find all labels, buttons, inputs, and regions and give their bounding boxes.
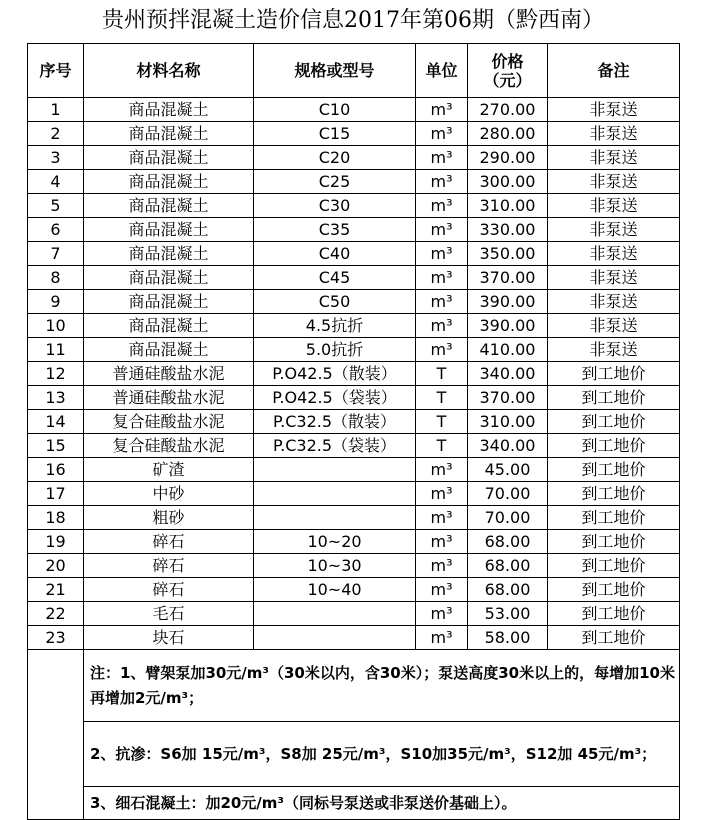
header-seq: 序号 <box>28 44 84 98</box>
table-header-row <box>28 44 680 98</box>
cell-seq: 14 <box>28 410 84 434</box>
cell-unit: T <box>416 362 468 386</box>
table-row <box>28 458 680 482</box>
cell-price: 53.00 <box>468 602 548 626</box>
note-row <box>28 650 680 722</box>
cell-spec <box>254 506 416 530</box>
cell-material-name: 碎石 <box>84 530 254 554</box>
cell-seq: 13 <box>28 386 84 410</box>
cell-price: 270.00 <box>468 98 548 122</box>
cell-seq: 8 <box>28 266 84 290</box>
cell-unit: m³ <box>416 554 468 578</box>
cell-price: 350.00 <box>468 242 548 266</box>
table-row <box>28 290 680 314</box>
cell-remark: 到工地价 <box>548 530 680 554</box>
cell-spec <box>254 626 416 650</box>
cell-material-name: 毛石 <box>84 602 254 626</box>
cell-spec: P.O42.5（散装） <box>254 362 416 386</box>
cell-seq: 20 <box>28 554 84 578</box>
cell-material-name: 商品混凝土 <box>84 146 254 170</box>
cell-material-name: 商品混凝土 <box>84 122 254 146</box>
cell-remark: 到工地价 <box>548 434 680 458</box>
cell-unit: m³ <box>416 482 468 506</box>
cell-unit: m³ <box>416 98 468 122</box>
cell-spec: C15 <box>254 122 416 146</box>
cell-spec: C30 <box>254 194 416 218</box>
cell-remark: 非泵送 <box>548 146 680 170</box>
note-3: 3、细石混凝土：加20元/m³（同标号泵送或非泵送价基础上）。 <box>84 787 680 820</box>
table-row <box>28 266 680 290</box>
table-row <box>28 554 680 578</box>
cell-price: 280.00 <box>468 122 548 146</box>
table-row <box>28 410 680 434</box>
cell-spec <box>254 602 416 626</box>
cell-remark: 到工地价 <box>548 554 680 578</box>
cell-unit: m³ <box>416 266 468 290</box>
note-2: 2、抗渗：S6加 15元/m³，S8加 25元/m³，S10加35元/m³，S12加 45元/m³； <box>84 722 680 787</box>
cell-unit: T <box>416 434 468 458</box>
cell-remark: 非泵送 <box>548 122 680 146</box>
cell-material-name: 商品混凝土 <box>84 266 254 290</box>
cell-unit: m³ <box>416 194 468 218</box>
note-1: 注：1、臂架泵加30元/m³（30米以内，含30米）；泵送高度30米以上的，每增加10米再增加2元/m³； <box>84 650 680 722</box>
cell-price: 68.00 <box>468 530 548 554</box>
cell-remark: 非泵送 <box>548 290 680 314</box>
table-row <box>28 194 680 218</box>
cell-price: 68.00 <box>468 578 548 602</box>
cell-material-name: 商品混凝土 <box>84 170 254 194</box>
cell-price: 290.00 <box>468 146 548 170</box>
table-row <box>28 338 680 362</box>
header-name: 材料名称 <box>84 44 254 98</box>
cell-spec: P.C32.5（袋装） <box>254 434 416 458</box>
cell-unit: m³ <box>416 218 468 242</box>
cell-material-name: 商品混凝土 <box>84 98 254 122</box>
cell-spec: C40 <box>254 242 416 266</box>
cell-spec: 4.5抗折 <box>254 314 416 338</box>
cell-price: 370.00 <box>468 386 548 410</box>
cell-material-name: 商品混凝土 <box>84 314 254 338</box>
table-row <box>28 218 680 242</box>
cell-remark: 到工地价 <box>548 482 680 506</box>
cell-material-name: 商品混凝土 <box>84 194 254 218</box>
cell-seq: 9 <box>28 290 84 314</box>
cell-price: 68.00 <box>468 554 548 578</box>
cell-unit: m³ <box>416 122 468 146</box>
cell-material-name: 复合硅酸盐水泥 <box>84 434 254 458</box>
cell-spec: C50 <box>254 290 416 314</box>
cell-remark: 到工地价 <box>548 458 680 482</box>
cell-unit: m³ <box>416 242 468 266</box>
cell-unit: T <box>416 386 468 410</box>
cell-remark: 非泵送 <box>548 170 680 194</box>
table-row <box>28 242 680 266</box>
cell-material-name: 中砂 <box>84 482 254 506</box>
cell-material-name: 碎石 <box>84 578 254 602</box>
header-price <box>468 44 548 98</box>
cell-remark: 到工地价 <box>548 626 680 650</box>
cell-seq: 5 <box>28 194 84 218</box>
cell-seq: 4 <box>28 170 84 194</box>
cell-price: 70.00 <box>468 506 548 530</box>
cell-seq: 3 <box>28 146 84 170</box>
header-price-line2: （元） <box>483 70 532 90</box>
cell-price: 390.00 <box>468 290 548 314</box>
cell-material-name: 普通硅酸盐水泥 <box>84 362 254 386</box>
cell-seq: 12 <box>28 362 84 386</box>
header-unit: 单位 <box>416 44 468 98</box>
table-row <box>28 314 680 338</box>
page-title: 贵州预拌混凝土造价信息2017年第06期（黔西南） <box>102 8 604 33</box>
cell-price: 300.00 <box>468 170 548 194</box>
cell-unit: m³ <box>416 458 468 482</box>
cell-spec: C20 <box>254 146 416 170</box>
cell-price: 58.00 <box>468 626 548 650</box>
cell-remark: 非泵送 <box>548 218 680 242</box>
cell-seq: 1 <box>28 98 84 122</box>
table-row <box>28 386 680 410</box>
cell-material-name: 商品混凝土 <box>84 218 254 242</box>
cell-spec: C35 <box>254 218 416 242</box>
cell-remark: 非泵送 <box>548 242 680 266</box>
cell-unit: m³ <box>416 578 468 602</box>
cell-seq: 18 <box>28 506 84 530</box>
cell-price: 340.00 <box>468 434 548 458</box>
cell-unit: m³ <box>416 506 468 530</box>
cell-seq: 10 <box>28 314 84 338</box>
cell-spec: 5.0抗折 <box>254 338 416 362</box>
cell-unit: m³ <box>416 146 468 170</box>
cell-remark: 到工地价 <box>548 506 680 530</box>
cell-price: 340.00 <box>468 362 548 386</box>
cell-remark: 非泵送 <box>548 266 680 290</box>
table-row <box>28 146 680 170</box>
cell-material-name: 复合硅酸盐水泥 <box>84 410 254 434</box>
note-row <box>28 787 680 820</box>
cell-seq: 21 <box>28 578 84 602</box>
cell-unit: m³ <box>416 626 468 650</box>
table-row <box>28 578 680 602</box>
cell-material-name: 碎石 <box>84 554 254 578</box>
cell-seq: 15 <box>28 434 84 458</box>
table-row <box>28 626 680 650</box>
cell-spec: 10~20 <box>254 530 416 554</box>
cell-material-name: 普通硅酸盐水泥 <box>84 386 254 410</box>
cell-remark: 到工地价 <box>548 410 680 434</box>
cell-price: 70.00 <box>468 482 548 506</box>
cell-price: 390.00 <box>468 314 548 338</box>
cell-material-name: 商品混凝土 <box>84 242 254 266</box>
table-row <box>28 482 680 506</box>
cell-spec: P.O42.5（袋装） <box>254 386 416 410</box>
note-spacer-cell <box>28 650 84 820</box>
cell-remark: 到工地价 <box>548 578 680 602</box>
cell-price: 310.00 <box>468 194 548 218</box>
note-row <box>28 722 680 787</box>
cell-unit: m³ <box>416 602 468 626</box>
cell-price: 370.00 <box>468 266 548 290</box>
table-row <box>28 434 680 458</box>
cell-unit: m³ <box>416 290 468 314</box>
table-row <box>28 506 680 530</box>
cell-seq: 2 <box>28 122 84 146</box>
cell-spec: C45 <box>254 266 416 290</box>
cell-remark: 非泵送 <box>548 314 680 338</box>
cell-seq: 23 <box>28 626 84 650</box>
cell-material-name: 粗砂 <box>84 506 254 530</box>
cell-price: 310.00 <box>468 410 548 434</box>
cell-remark: 到工地价 <box>548 362 680 386</box>
cell-price: 330.00 <box>468 218 548 242</box>
cell-spec: C10 <box>254 98 416 122</box>
cell-spec <box>254 458 416 482</box>
cell-remark: 非泵送 <box>548 98 680 122</box>
cell-spec: P.C32.5（散装） <box>254 410 416 434</box>
cell-material-name: 块石 <box>84 626 254 650</box>
cell-spec <box>254 482 416 506</box>
cell-spec: C25 <box>254 170 416 194</box>
cell-remark: 到工地价 <box>548 602 680 626</box>
cell-remark: 到工地价 <box>548 386 680 410</box>
cell-material-name: 商品混凝土 <box>84 290 254 314</box>
cell-seq: 17 <box>28 482 84 506</box>
cell-spec: 10~40 <box>254 578 416 602</box>
table-row <box>28 122 680 146</box>
cell-unit: T <box>416 410 468 434</box>
table-row <box>28 98 680 122</box>
cell-material-name: 商品混凝土 <box>84 338 254 362</box>
cell-unit: m³ <box>416 338 468 362</box>
cell-seq: 7 <box>28 242 84 266</box>
cell-unit: m³ <box>416 314 468 338</box>
table-row <box>28 362 680 386</box>
cell-remark: 非泵送 <box>548 194 680 218</box>
price-table <box>27 43 680 820</box>
header-price-line1: 价格 <box>491 51 524 71</box>
cell-spec: 10~30 <box>254 554 416 578</box>
cell-unit: m³ <box>416 170 468 194</box>
cell-price: 45.00 <box>468 458 548 482</box>
cell-unit: m³ <box>416 530 468 554</box>
header-remark: 备注 <box>548 44 680 98</box>
cell-seq: 22 <box>28 602 84 626</box>
header-spec: 规格或型号 <box>254 44 416 98</box>
cell-seq: 11 <box>28 338 84 362</box>
cell-seq: 16 <box>28 458 84 482</box>
cell-material-name: 矿渣 <box>84 458 254 482</box>
cell-seq: 19 <box>28 530 84 554</box>
table-row <box>28 170 680 194</box>
cell-remark: 非泵送 <box>548 338 680 362</box>
cell-price: 410.00 <box>468 338 548 362</box>
cell-seq: 6 <box>28 218 84 242</box>
table-row <box>28 530 680 554</box>
table-row <box>28 602 680 626</box>
